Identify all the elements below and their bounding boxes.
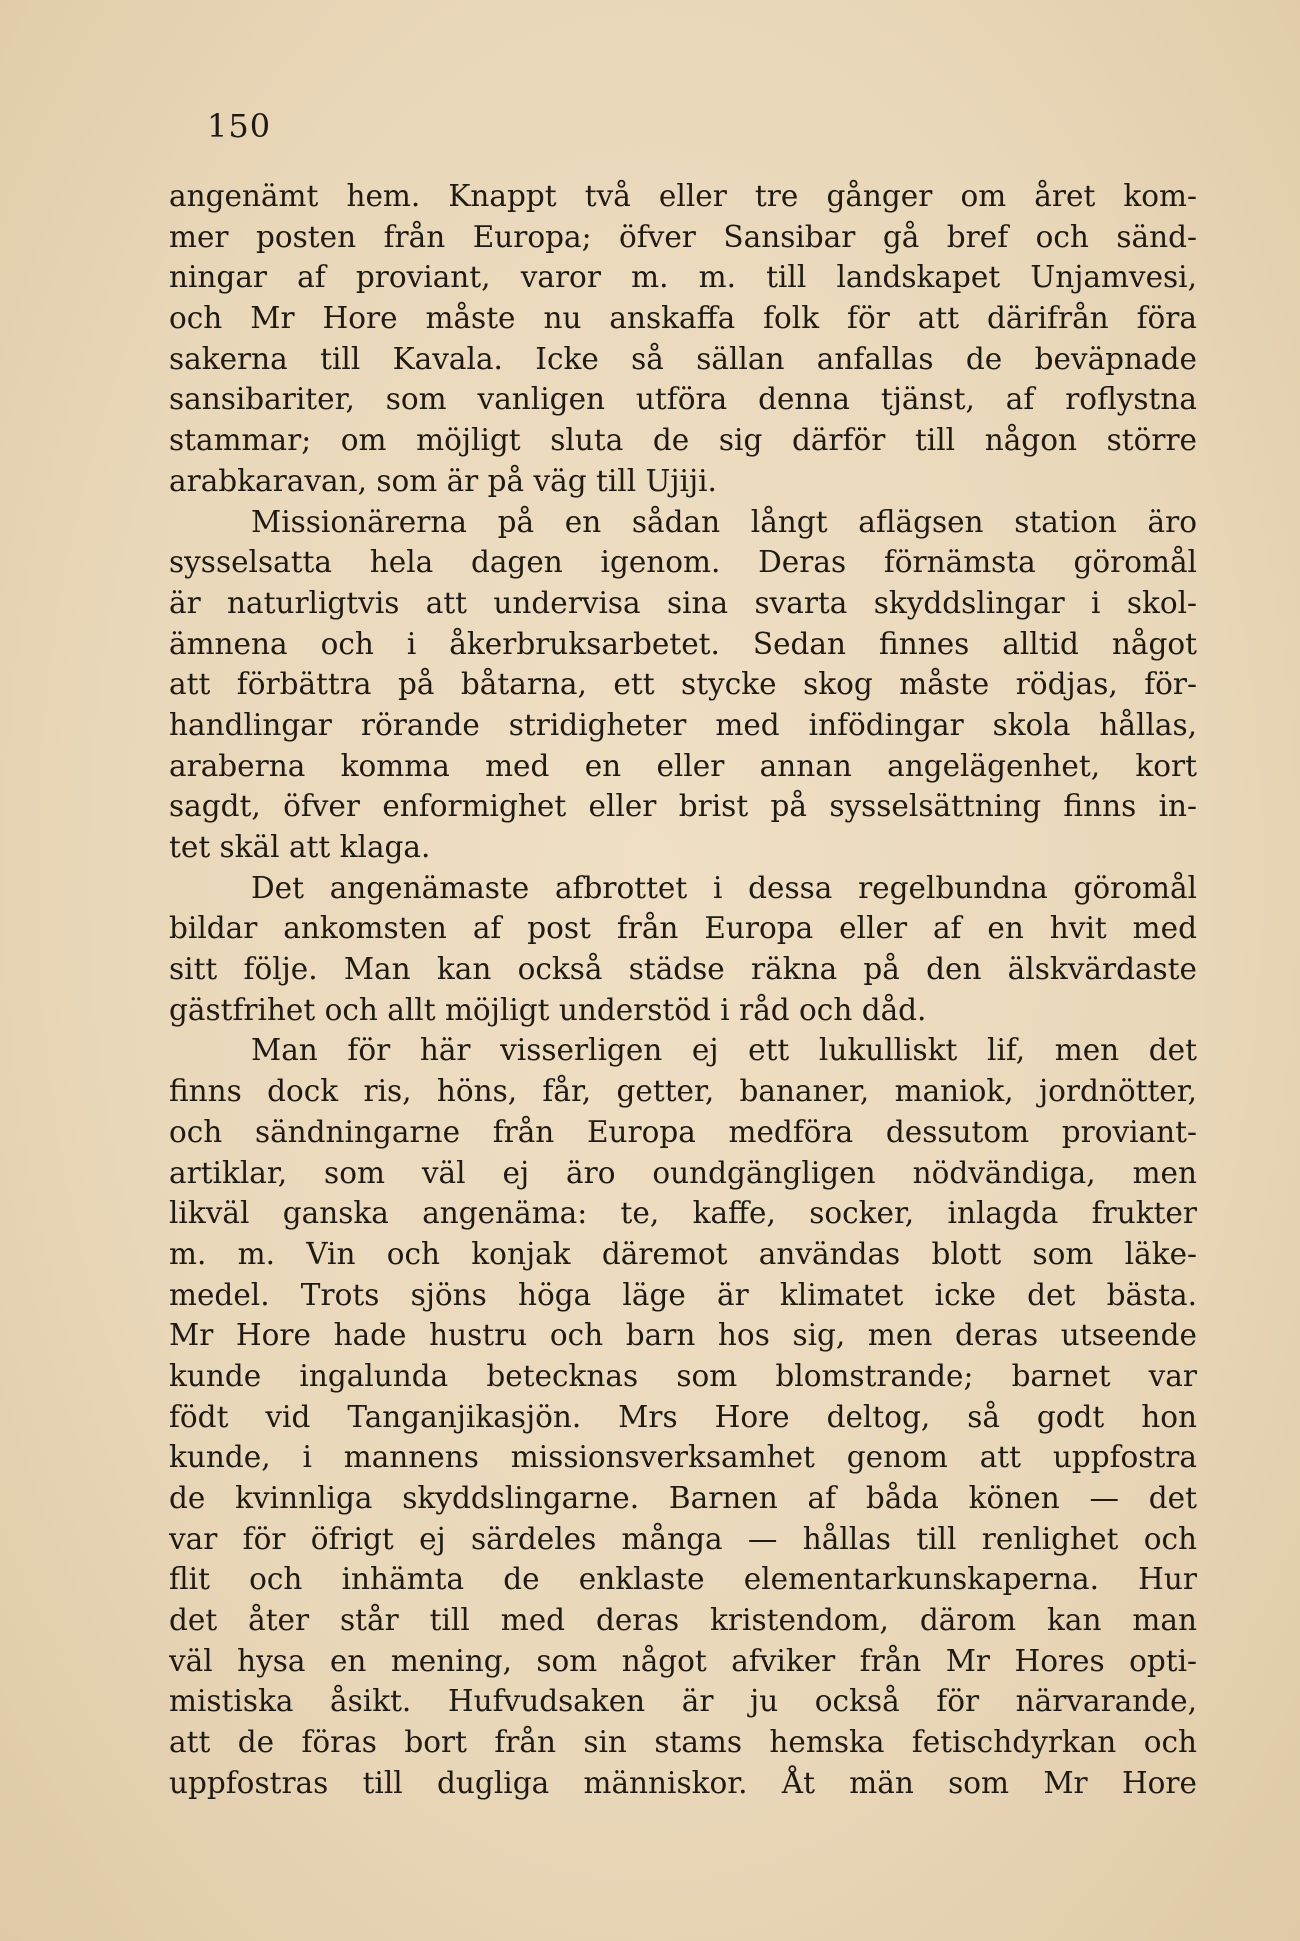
text-line: arabkaravan, som är på väg till Ujiji. [169,463,717,498]
text-line: kunde ingalunda betecknas som blomstrande; barnet var [169,1358,1197,1393]
text-line: det åter står till med deras kristendom, därom kan man [169,1603,1197,1638]
text-line: m. m. Vin och konjak däremot användas blott som läke- [169,1236,1197,1271]
text-line: artiklar, som väl ej äro oundgängligen nödvändiga, men [169,1155,1197,1190]
text-line: sitt följe. Man kan också städse räkna på den älskvärdaste [169,952,1197,987]
text-line: Missionärerna på en sådan långt aflägsen station äro [251,504,1197,539]
text-line: Det angenämaste afbrottet i dessa regelbundna göromål [251,870,1197,905]
text-line: att de föras bort från sin stams hemska fetischdyrkan och [169,1725,1197,1760]
text-line: medel. Trots sjöns höga läge är klimatet icke det bästa. [169,1277,1197,1312]
text-line: gästfrihet och allt möjligt understöd i råd och dåd. [169,992,927,1027]
text-line: ämnena och i åkerbruksarbetet. Sedan finnes alltid något [169,626,1197,661]
page-number: 150 [207,107,272,145]
text-line: flit och inhämta de enklaste elementarkunskaperna. Hur [169,1562,1197,1597]
text-line: ningar af proviant, varor m. m. till landskapet Unjamvesi, [169,260,1197,295]
text-line: är naturligtvis att undervisa sina svarta skyddslingar i skol- [169,585,1197,620]
text-line: finns dock ris, höns, får, getter, bananer, maniok, jordnötter, [169,1074,1197,1109]
text-line: sysselsatta hela dagen igenom. Deras förnämsta göromål [169,545,1197,580]
text-line: sansibariter, som vanligen utföra denna tjänst, af roflystna [169,382,1197,417]
text-line: Mr Hore hade hustru och barn hos sig, men deras utseende [169,1318,1197,1353]
text-line: sagdt, öfver enformighet eller brist på sysselsättning finns in- [169,789,1197,824]
text-line: handlingar rörande stridigheter med infödingar skola hållas, [169,707,1197,742]
text-line: angenämt hem. Knappt två eller tre gånger om året kom- [169,179,1197,213]
text-line: var för öfrigt ej särdeles många — hållas till renlighet och [169,1521,1197,1556]
text-line: Man för här visserligen ej ett lukulliskt lif, men det [251,1033,1197,1068]
text-line: födt vid Tanganjikasjön. Mrs Hore deltog, så godt hon [169,1399,1197,1434]
text-line: att förbättra på båtarna, ett stycke skog måste rödjas, för- [169,667,1197,702]
text-line: likväl ganska angenäma: te, kaffe, socker, inlagda frukter [169,1196,1197,1231]
text-line: bildar ankomsten af post från Europa eller af en hvit med [169,911,1197,946]
text-line: mistiska åsikt. Hufvudsaken är ju också för närvarande, [169,1684,1197,1719]
text-line: mer posten från Europa; öfver Sansibar gå bref och sänd- [169,219,1197,254]
text-line: och Mr Hore måste nu anskaffa folk för att därifrån föra [169,301,1197,336]
text-line: kunde, i mannens missionsverksamhet genom att uppfostra [169,1440,1197,1475]
text-line: araberna komma med en eller annan angelägenhet, kort [169,748,1197,783]
text-line: sakerna till Kavala. Icke så sällan anfallas de beväpnade [169,341,1197,376]
text-line: stammar; om möjligt sluta de sig därför till någon större [169,423,1197,458]
text-line: uppfostras till dugliga människor. Åt män som Mr Hore [169,1765,1197,1800]
body-text [169,176,1197,1804]
text-line: och sändningarne från Europa medföra dessutom proviant- [169,1114,1197,1149]
text-line: väl hysa en mening, som något afviker från Mr Hores opti- [169,1643,1197,1678]
text-line: tet skäl att klaga. [169,830,431,864]
text-line: de kvinnliga skyddslingarne. Barnen af båda könen — det [169,1481,1197,1515]
